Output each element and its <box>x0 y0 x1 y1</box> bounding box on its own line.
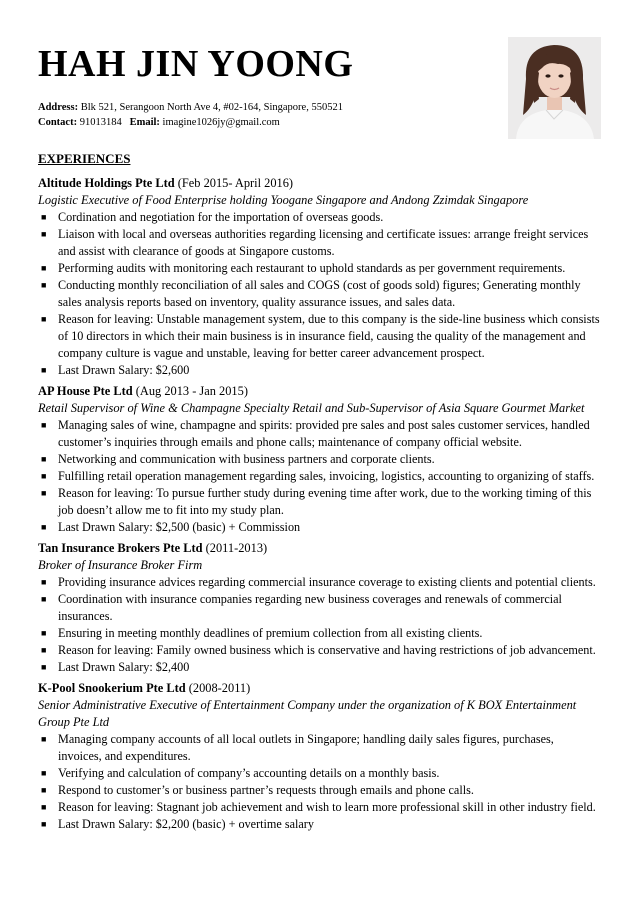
square-bullet-icon: ■ <box>41 365 47 375</box>
duty-item <box>38 485 600 519</box>
duty-item <box>38 226 600 260</box>
square-bullet-icon: ■ <box>41 819 47 829</box>
contact-line <box>38 115 343 130</box>
duty-text: Performing audits with monitoring each restaurant to uphold standards as per government requirements. <box>58 261 566 275</box>
experience-list <box>38 175 600 837</box>
square-bullet-icon: ■ <box>41 785 47 795</box>
duty-text: Conducting monthly reconciliation of all sales and COGS (cost of goods sold) figures; Generating monthly sales analysis reports based on inventory, quality assurance issues, and sales data. <box>58 278 581 309</box>
duty-item <box>38 816 600 833</box>
duty-item <box>38 260 600 277</box>
square-bullet-icon: ■ <box>41 280 47 290</box>
duty-text: Reason for leaving: Family owned business which is conservative and having restrictions of job advancement. <box>58 643 596 657</box>
duty-item <box>38 642 600 659</box>
duty-item <box>38 591 600 625</box>
duty-text: Last Drawn Salary: $2,500 (basic) + Commission <box>58 520 301 534</box>
profile-photo <box>508 37 601 139</box>
job-heading <box>38 175 600 192</box>
duty-text: Networking and communication with business partners and corporate clients. <box>58 452 435 466</box>
duty-item <box>38 782 600 799</box>
email-label: Email: <box>129 117 160 128</box>
square-bullet-icon: ■ <box>41 662 47 672</box>
contact-label: Contact: <box>38 117 78 128</box>
square-bullet-icon: ■ <box>41 734 47 744</box>
contact-block <box>38 100 343 130</box>
duty-item <box>38 362 600 379</box>
duty-item <box>38 209 600 226</box>
job-period: (Feb 2015- April 2016) <box>177 176 294 190</box>
section-title: EXPERIENCES <box>38 151 131 166</box>
square-bullet-icon: ■ <box>41 594 47 604</box>
duty-text: Ensuring in meeting monthly deadlines of premium collection from all existing clients. <box>58 626 483 640</box>
duty-item <box>38 625 600 642</box>
square-bullet-icon: ■ <box>41 577 47 587</box>
job-duties-list <box>38 417 600 536</box>
address-line <box>38 100 343 115</box>
square-bullet-icon: ■ <box>41 522 47 532</box>
company-name: Tan Insurance Brokers Pte Ltd <box>38 541 203 555</box>
square-bullet-icon: ■ <box>41 263 47 273</box>
job-period: (Aug 2013 - Jan 2015) <box>135 384 248 398</box>
duty-text: Reason for leaving: Stagnant job achievement and wish to learn more professional skill in other industry field. <box>58 800 596 814</box>
duty-item <box>38 468 600 485</box>
duty-item <box>38 277 600 311</box>
company-name: AP House Pte Ltd <box>38 384 133 398</box>
duty-text: Providing insurance advices regarding commercial insurance coverage to existing clients and potential clients. <box>58 575 596 589</box>
job-role: Retail Supervisor of Wine & Champagne Specialty Retail and Sub-Supervisor of Asia Square Gourmet Market <box>38 401 585 415</box>
square-bullet-icon: ■ <box>41 802 47 812</box>
job-heading <box>38 680 600 697</box>
duty-item <box>38 417 600 451</box>
job-duties-list <box>38 731 600 833</box>
job-entry <box>38 540 600 676</box>
applicant-name: HAH JIN YOONG <box>38 43 354 85</box>
job-period: (2011-2013) <box>205 541 268 555</box>
duty-text: Verifying and calculation of company’s accounting details on a monthly basis. <box>58 766 440 780</box>
duty-item <box>38 799 600 816</box>
duty-text: Fulfilling retail operation management regarding sales, invoicing, logistics, accounting to organizing of staffs. <box>58 469 595 483</box>
job-entry <box>38 383 600 536</box>
square-bullet-icon: ■ <box>41 420 47 430</box>
duty-text: Cordination and negotiation for the importation of overseas goods. <box>58 210 384 224</box>
job-role: Logistic Executive of Food Enterprise holding Yoogane Singapore and Andong Zzimdak Singapore <box>38 193 529 207</box>
duty-item <box>38 731 600 765</box>
square-bullet-icon: ■ <box>41 229 47 239</box>
square-bullet-icon: ■ <box>41 628 47 638</box>
contact-value: 91013184 <box>79 117 122 128</box>
job-role: Broker of Insurance Broker Firm <box>38 558 203 572</box>
duty-text: Liaison with local and overseas authorities regarding licensing and certificate issues: arrange freight services and assist with clearance of goods at Singapore customs. <box>58 227 589 258</box>
company-name: K-Pool Snookerium Pte Ltd <box>38 681 186 695</box>
company-name: Altitude Holdings Pte Ltd <box>38 176 175 190</box>
address-label: Address: <box>38 102 79 113</box>
square-bullet-icon: ■ <box>41 471 47 481</box>
square-bullet-icon: ■ <box>41 488 47 498</box>
duty-text: Managing sales of wine, champagne and spirits: provided pre sales and post sales customer services, handled customer’s inquiries through emails and phone calls; maintenance of company official website. <box>58 418 590 449</box>
duty-item <box>38 765 600 782</box>
duty-text: Last Drawn Salary: $2,400 <box>58 660 190 674</box>
duty-item <box>38 659 600 676</box>
job-entry <box>38 175 600 379</box>
duty-item <box>38 311 600 362</box>
portrait-image <box>508 37 601 139</box>
duty-text: Managing company accounts of all local outlets in Singapore; handling daily sales figures, purchases, invoices, and expenditures. <box>58 732 554 763</box>
duty-text: Last Drawn Salary: $2,200 (basic) + overtime salary <box>58 817 314 831</box>
duty-item <box>38 451 600 468</box>
square-bullet-icon: ■ <box>41 645 47 655</box>
duty-item <box>38 519 600 536</box>
address-value: Blk 521, Serangoon North Ave 4, #02-164, Singapore, 550521 <box>80 102 343 113</box>
duty-item <box>38 574 600 591</box>
email-value: imagine1026jy@gmail.com <box>162 117 280 128</box>
duty-text: Respond to customer’s or business partner’s requests through emails and phone calls. <box>58 783 474 797</box>
job-duties-list <box>38 574 600 676</box>
job-period: (2008-2011) <box>188 681 251 695</box>
job-role: Senior Administrative Executive of Entertainment Company under the organization of K BOX Entertainment Group Pte Ltd <box>38 698 577 729</box>
job-heading <box>38 540 600 557</box>
job-duties-list <box>38 209 600 379</box>
square-bullet-icon: ■ <box>41 768 47 778</box>
job-heading <box>38 383 600 400</box>
square-bullet-icon: ■ <box>41 212 47 222</box>
duty-text: Reason for leaving: To pursue further study during evening time after work, due to the working timing of this job doesn’t allow me to fit into my study plan. <box>58 486 592 517</box>
duty-text: Reason for leaving: Unstable management system, due to this company is the side-line business which consists of 10 directors in which their main business is in insurance field, causing the quality of the management and company culture is vague and unstable, leaving for better career advancement prospect. <box>58 312 600 360</box>
square-bullet-icon: ■ <box>41 314 47 324</box>
duty-text: Last Drawn Salary: $2,600 <box>58 363 190 377</box>
duty-text: Coordination with insurance companies regarding new business coverages and renewals of commercial insurances. <box>58 592 562 623</box>
job-entry <box>38 680 600 833</box>
square-bullet-icon: ■ <box>41 454 47 464</box>
